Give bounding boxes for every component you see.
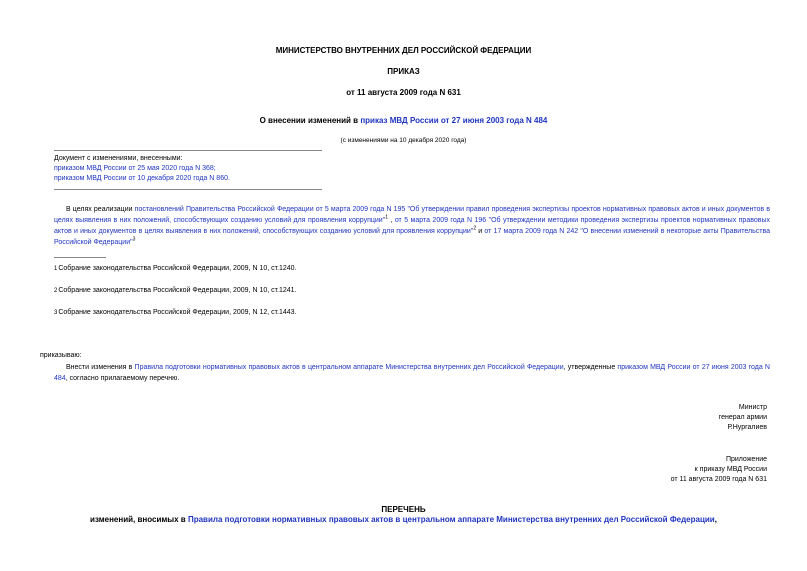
footnote-2 <box>54 286 297 296</box>
appendix-ref: к приказу МВД России <box>694 466 767 473</box>
order-date-number: от 11 августа 2009 года N 631 <box>346 88 461 97</box>
body-text-1: Внести изменения в <box>66 364 135 371</box>
order-body-paragraph <box>54 362 770 384</box>
perechen-prefix: изменений, вносимых в <box>90 515 188 524</box>
footnote-mark-2: 2 <box>54 288 58 294</box>
footnote-mark-1: 1 <box>54 266 58 272</box>
footnote-ref-3[interactable]: 3 <box>132 236 136 243</box>
perechen-link[interactable]: Правила подготовки нормативных правовых актов в центральном аппарате Министерства внутренних дел Российской Федерации <box>187 515 715 524</box>
changes-top-rule <box>54 150 322 151</box>
order-word: приказываю: <box>40 352 82 359</box>
footnote-1 <box>54 264 297 274</box>
body-link-order[interactable]: приказом МВД России от 27 июня 2003 года N 484 <box>54 364 770 382</box>
edition-note: (с изменениями на 10 декабря 2020 года) <box>340 137 467 144</box>
signature-block <box>567 403 767 433</box>
perechen-suffix: , <box>714 515 717 524</box>
footnote-text-1: Собрание законодательства Российской Федерации, 2009, N 10, ст.1240. <box>58 265 297 272</box>
perechen-title: ПЕРЕЧЕНЬ <box>381 505 426 514</box>
preamble-link-3[interactable]: от 17 марта 2009 года N 242 "О внесении изменений в некоторые акты Правительства Российской Федерации" <box>54 228 770 246</box>
preamble-paragraph <box>54 204 770 248</box>
preamble-link-2[interactable]: от 5 марта 2009 года N 196 "Об утверждении методики проведения экспертизы проектов нормативных правовых актов и иных документов в целях выявления в них положений, способствующих созданию условий для проявления коррупции" <box>54 217 770 235</box>
document-type: ПРИКАЗ <box>387 67 420 76</box>
body-text-3: , согласно прилагаемому перечню. <box>65 375 180 382</box>
preamble-text-2: , <box>387 217 395 224</box>
changes-bottom-rule <box>54 189 322 190</box>
preamble-text-1: В целях реализации <box>66 206 135 213</box>
preamble-text-3: и <box>476 228 485 235</box>
signature-rank: генерал армии <box>718 414 767 421</box>
order-subject <box>0 116 807 125</box>
changes-title: Документ с изменениями, внесенными: <box>54 155 183 162</box>
body-link-rules[interactable]: Правила подготовки нормативных правовых актов в центральном аппарате Министерства внутренних дел Российской Федерации <box>134 364 564 371</box>
footnote-mark-3: 3 <box>54 310 58 316</box>
preamble-link-1[interactable]: постановлений Правительства Российской Федерации от 5 марта 2009 года N 195 "Об утверждении правил проведения экспертизы проектов нормативных правовых актов и иных документов в целях выявления в них положений, способствующих созданию условий для проявления коррупции" <box>54 206 770 224</box>
signature-position: Министр <box>738 404 767 411</box>
appendix-date: от 11 августа 2009 года N 631 <box>670 476 767 483</box>
change-link-1[interactable]: приказом МВД России от 25 мая 2020 года N 368; <box>54 165 216 172</box>
appendix-block <box>567 455 767 485</box>
footnote-3 <box>54 308 297 318</box>
subject-prefix: О внесении изменений в <box>259 116 361 125</box>
changes-block <box>54 154 334 184</box>
footnote-ref-1[interactable]: 1 <box>385 214 388 221</box>
footnote-ref-2[interactable]: 2 <box>473 225 477 232</box>
change-link-2[interactable]: приказом МВД России от 10 декабря 2020 года N 860. <box>54 175 230 182</box>
subject-link[interactable]: приказ МВД России от 27 июня 2003 года N 484 <box>360 116 548 125</box>
footnote-rule <box>54 257 106 258</box>
perechen-subtitle <box>0 515 807 524</box>
ministry-title: МИНИСТЕРСТВО ВНУТРЕННИХ ДЕЛ РОССИЙСКОЙ ФЕДЕРАЦИИ <box>275 46 532 55</box>
appendix-title: Приложение <box>725 456 767 463</box>
body-text-2: , утвержденные <box>563 364 618 371</box>
footnote-text-3: Собрание законодательства Российской Федерации, 2009, N 12, ст.1443. <box>58 309 297 316</box>
signature-name: Р.Нургалиев <box>727 424 767 431</box>
footnote-text-2: Собрание законодательства Российской Федерации, 2009, N 10, ст.1241. <box>58 287 297 294</box>
